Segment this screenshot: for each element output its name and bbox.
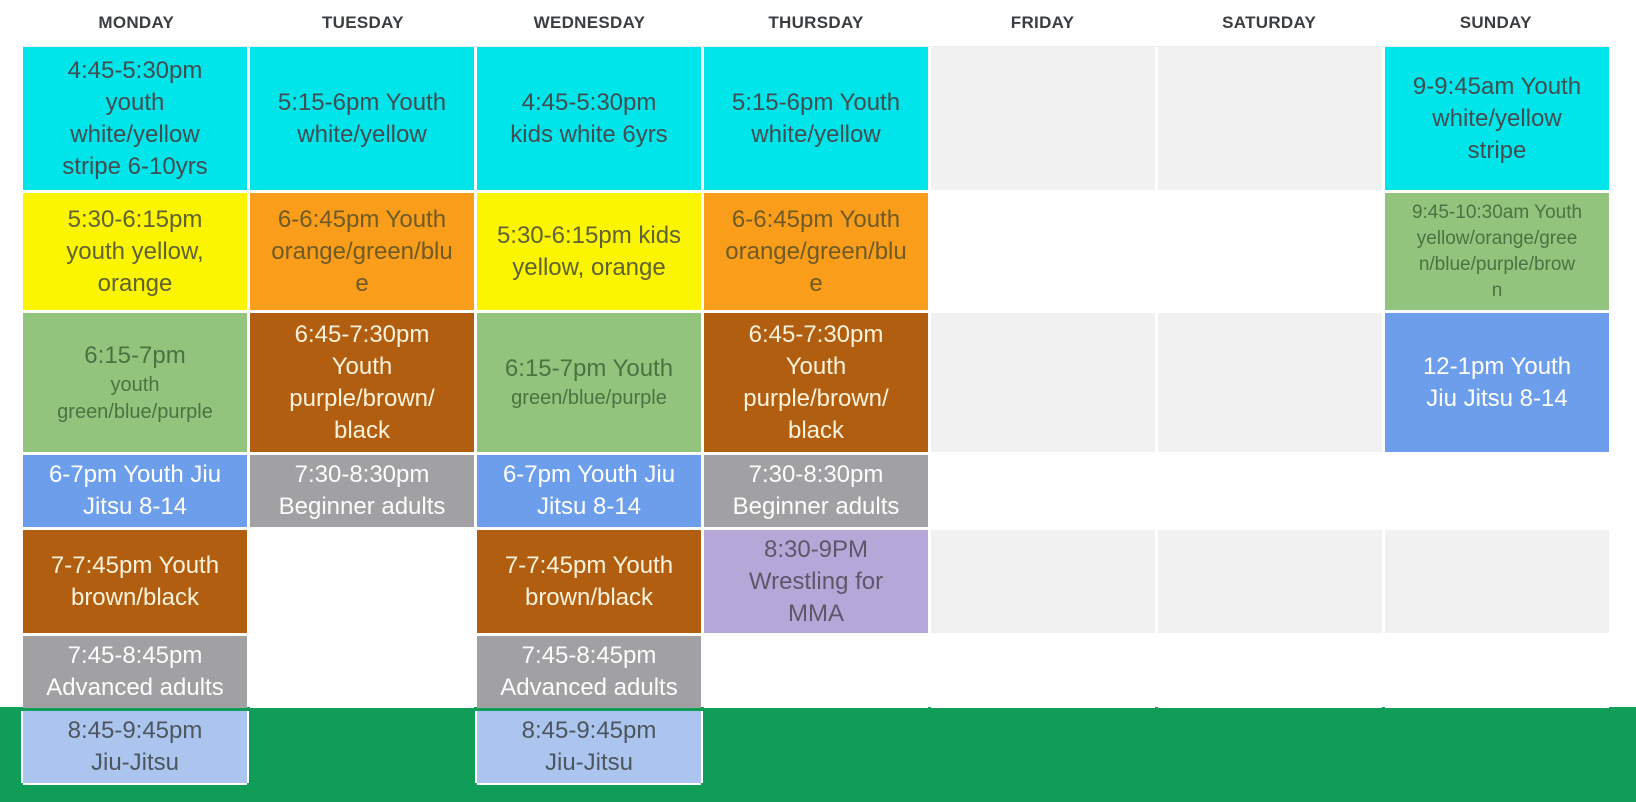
- cell-tuesday-r2: [250, 193, 474, 310]
- cell-tuesday-r7: [250, 711, 474, 783]
- event-text-line: Youth: [331, 352, 393, 380]
- event-text-line: yellow/orange/gree: [1416, 227, 1578, 249]
- event-text-line: 12-1pm Youth: [1422, 352, 1572, 380]
- cell-tuesday-r1: [250, 47, 474, 190]
- cell-thursday-r4: [704, 455, 928, 527]
- cell-saturday-r5: [1158, 530, 1382, 633]
- event-text-line: Beginner adults: [732, 493, 900, 520]
- event-text-line: kids white 6yrs: [510, 120, 668, 148]
- cell-sunday-r1: [1385, 47, 1609, 190]
- cell-wednesday-r2: [477, 193, 701, 310]
- cell-wednesday-r4: [477, 455, 701, 527]
- event-text-line: Jiu Jitsu 8-14: [1426, 384, 1568, 412]
- event-text-line: 6-6:45pm Youth: [277, 205, 447, 233]
- event-text-line: 4:45-5:30pm: [67, 56, 203, 84]
- cell-saturday-r7: [1158, 711, 1382, 783]
- day-header-tuesday: TUESDAY: [321, 13, 404, 32]
- cell-friday-r6: [931, 636, 1155, 708]
- event-text-line: black: [333, 416, 391, 444]
- event-text-line: 5:15-6pm Youth: [277, 88, 447, 116]
- cell-thursday-r3: [704, 313, 928, 452]
- cell-saturday-r6: [1158, 636, 1382, 708]
- event-text-line: white/yellow: [1432, 104, 1562, 132]
- cell-sunday-r3: [1385, 313, 1609, 452]
- cell-wednesday-r1: [477, 47, 701, 190]
- event-text-line: e: [355, 269, 369, 297]
- day-header-saturday: SATURDAY: [1222, 13, 1317, 32]
- event-text-line: 7:45-8:45pm: [521, 642, 657, 669]
- cell-saturday-r1: [1158, 47, 1382, 190]
- cell-monday-r1: [23, 47, 247, 190]
- cell-tuesday-r5: [250, 530, 474, 633]
- day-header-friday: FRIDAY: [1010, 13, 1075, 32]
- event-text-line: white/yellow: [297, 120, 427, 148]
- cell-wednesday-r6: [477, 636, 701, 708]
- cell-saturday-r2: [1158, 193, 1382, 310]
- cell-tuesday-r4: [250, 455, 474, 527]
- event-text-line: stripe 6-10yrs: [62, 152, 208, 180]
- cell-tuesday-r6: [250, 636, 474, 708]
- event-text-line: 8:30-9PM: [763, 535, 869, 563]
- cell-thursday-r1: [704, 47, 928, 190]
- cell-saturday-r3: [1158, 313, 1382, 452]
- cell-friday-r7: [931, 711, 1155, 783]
- event-text-line: 6:15-7pm: [84, 341, 186, 369]
- event-text-line: 6:45-7:30pm: [748, 320, 884, 348]
- event-text-line: purple/brown/: [289, 384, 435, 412]
- event-text-line: Advanced adults: [46, 674, 224, 701]
- cell-friday-r3: [931, 313, 1155, 452]
- event-text-line: brown/black: [70, 583, 200, 611]
- event-text-line: Jiu-Jitsu: [544, 749, 634, 776]
- cell-wednesday-r3: [477, 313, 701, 452]
- event-text-line: e: [809, 269, 823, 297]
- event-text-line: Beginner adults: [278, 493, 446, 520]
- day-header-row: [23, 0, 1609, 47]
- cell-thursday-r5: [704, 530, 928, 633]
- event-text-line: Jitsu 8-14: [536, 493, 642, 520]
- event-text-line: Advanced adults: [500, 674, 678, 701]
- event-text-line: yellow, orange: [512, 253, 666, 281]
- cell-friday-r1: [931, 47, 1155, 190]
- event-text-line: black: [787, 416, 845, 444]
- cell-friday-r5: [931, 530, 1155, 633]
- event-text-line: 7-7:45pm Youth: [50, 551, 220, 579]
- cell-sunday-r6: [1385, 636, 1609, 708]
- cell-thursday-r7: [704, 711, 928, 783]
- cell-sunday-r5: [1385, 530, 1609, 633]
- event-text-line: 7:30-8:30pm: [294, 461, 430, 488]
- event-text-line: 7:45-8:45pm: [67, 642, 203, 669]
- cell-wednesday-r5: [477, 530, 701, 633]
- event-text-line: youth: [105, 88, 165, 116]
- event-text-line: 6-6:45pm Youth: [731, 205, 901, 233]
- cell-saturday-r4: [1158, 455, 1382, 527]
- event-text-line: green/blue/purple: [57, 400, 213, 423]
- cell-thursday-r2: [704, 193, 928, 310]
- event-text-line: 8:45-9:45pm: [521, 717, 657, 744]
- event-text-line: Jitsu 8-14: [82, 493, 188, 520]
- cell-friday-r2: [931, 193, 1155, 310]
- event-text-line: orange/green/blu: [271, 237, 453, 265]
- cell-monday-r2: [23, 193, 247, 310]
- day-header-thursday: THURSDAY: [768, 13, 864, 32]
- cell-friday-r4: [931, 455, 1155, 527]
- cell-thursday-r6: [704, 636, 928, 708]
- schedule-grid: [23, 47, 1609, 783]
- event-text-line: 9-9:45am Youth: [1412, 72, 1582, 100]
- event-text-line: Wrestling for: [748, 567, 884, 595]
- event-text-line: stripe: [1467, 136, 1527, 164]
- event-text-line: n: [1491, 279, 1503, 301]
- event-text-line: 6:45-7:30pm: [294, 320, 430, 348]
- cell-sunday-r4: [1385, 455, 1609, 527]
- event-text-line: brown/black: [524, 583, 654, 611]
- cell-wednesday-r7: [477, 711, 701, 783]
- event-text-line: green/blue/purple: [511, 387, 667, 409]
- day-header-wednesday: WEDNESDAY: [533, 13, 646, 32]
- event-text-line: orange: [97, 269, 173, 297]
- cell-monday-r5: [23, 530, 247, 633]
- cell-monday-r6: [23, 636, 247, 708]
- event-text-line: 7:30-8:30pm: [748, 461, 884, 488]
- event-text-line: 6-7pm Youth Jiu: [502, 461, 676, 488]
- event-text-line: 5:30-6:15pm: [67, 205, 203, 233]
- event-text-line: white/yellow: [751, 120, 881, 148]
- event-text-line: MMA: [788, 599, 844, 627]
- cell-sunday-r2: [1385, 193, 1609, 310]
- event-text-line: 5:15-6pm Youth: [731, 88, 901, 116]
- event-text-line: 9:45-10:30am Youth: [1411, 201, 1583, 223]
- cell-sunday-r7: [1385, 711, 1609, 783]
- event-text-line: purple/brown/: [743, 384, 889, 412]
- event-text-line: orange/green/blu: [725, 237, 907, 265]
- event-text-line: Jiu-Jitsu: [90, 749, 180, 776]
- event-text-line: 7-7:45pm Youth: [504, 551, 674, 579]
- event-text-line: 4:45-5:30pm: [521, 88, 657, 116]
- event-text-line: 8:45-9:45pm: [67, 717, 203, 744]
- event-text-line: Youth: [785, 352, 847, 380]
- cell-tuesday-r3: [250, 313, 474, 452]
- event-text-line: n/blue/purple/brow: [1418, 253, 1576, 275]
- cell-monday-r7: [23, 711, 247, 783]
- event-text-line: 6-7pm Youth Jiu: [48, 461, 222, 488]
- event-text-line: 5:30-6:15pm kids: [496, 221, 682, 249]
- event-text-line: white/yellow: [70, 120, 200, 148]
- event-text-line: 6:15-7pm Youth: [504, 355, 674, 382]
- event-text-line: youth: [110, 373, 160, 396]
- day-header-monday: MONDAY: [98, 13, 175, 32]
- cell-monday-r3: [23, 313, 247, 452]
- cell-monday-r4: [23, 455, 247, 527]
- event-text-line: youth yellow,: [66, 237, 204, 265]
- day-header-sunday: SUNDAY: [1459, 13, 1532, 32]
